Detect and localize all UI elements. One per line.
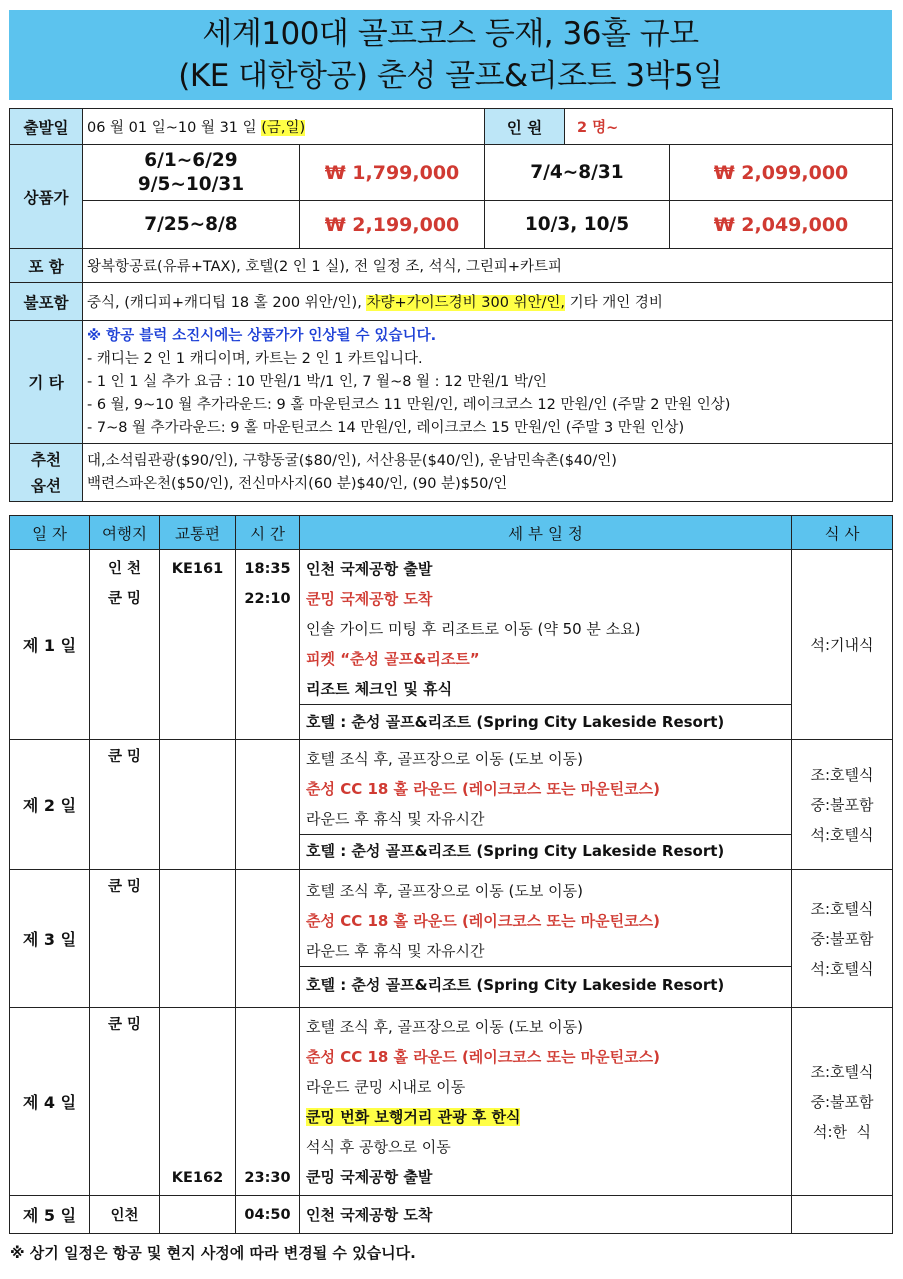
- schedule-item: 호텔 조식 후, 골프장으로 이동 (도보 이동): [306, 882, 583, 900]
- day-4-meal: 조:호텔식 중:불포함 석:한 식: [792, 1008, 893, 1196]
- schedule-item: 라운드 쿤밍 시내로 이동: [306, 1078, 466, 1096]
- option-list: [83, 444, 893, 502]
- header-transport: 교통편: [160, 516, 236, 550]
- day-3-detail: [300, 870, 792, 1008]
- schedule-item: 석식 후 공항으로 이동: [306, 1138, 451, 1156]
- price-label: 상품가: [10, 145, 83, 249]
- option-line: 대,소석림관광($90/인), 구향동굴($80/인), 서산용문($40/인), 운남민속촌($40/인): [87, 452, 617, 469]
- day-3-label: 제 3 일: [10, 870, 90, 1008]
- schedule-item: 피켓 “춘성 골프&리조트”: [306, 650, 480, 668]
- include-value: 왕복항공료(유류+TAX), 호텔(2 인 1 실), 전 일정 조, 석식, 그린피+카트피: [83, 249, 893, 283]
- header-meal: 식 사: [792, 516, 893, 550]
- day-1-detail: [300, 550, 792, 740]
- schedule-item: 춘성 CC 18 홀 라운드 (레이크코스 또는 마운틴코스): [306, 912, 660, 930]
- header-day: 일 자: [10, 516, 90, 550]
- price-value-3: ₩ 2,199,000: [300, 201, 485, 249]
- day-1-places: 인 천 쿤 밍: [90, 550, 160, 740]
- day-1-flight: KE161: [160, 550, 236, 740]
- header-time: 시 간: [236, 516, 300, 550]
- day-4-detail: [300, 1008, 792, 1196]
- day-3-row: [10, 870, 893, 1008]
- option-line: 백련스파온천($50/인), 전신마사지(60 분)$40/인, (90 분)$50/인: [87, 475, 508, 492]
- day-5-label: 제 5 일: [10, 1196, 90, 1234]
- hotel-line: 호텔 : 춘성 골프&리조트 (Spring City Lakeside Resort): [300, 966, 791, 1002]
- schedule-item: 호텔 조식 후, 골프장으로 이동 (도보 이동): [306, 1018, 583, 1036]
- day-2-detail: [300, 740, 792, 870]
- day-5-time: 04:50: [236, 1196, 300, 1234]
- day-2-row: [10, 740, 893, 870]
- etc-notes: [83, 321, 893, 444]
- exclude-highlight: 차량+가이드경비 300 위안/인,: [366, 295, 566, 311]
- day-4-place: 쿤 밍: [90, 1008, 160, 1196]
- day-5-place: 인천: [90, 1196, 160, 1234]
- day-5-flight: [160, 1196, 236, 1234]
- day-4-time: 23:30: [236, 1008, 300, 1196]
- day-1-times: 18:35 22:10: [236, 550, 300, 740]
- departure-days: (금,일): [261, 120, 306, 136]
- day-2-label: 제 2 일: [10, 740, 90, 870]
- day-1-row: [10, 550, 893, 740]
- departure-label: 출발일: [10, 109, 83, 145]
- include-label: 포 함: [10, 249, 83, 283]
- price-period-2: 7/4~8/31: [485, 145, 670, 201]
- hotel-line: 호텔 : 춘성 골프&리조트 (Spring City Lakeside Resort): [300, 704, 791, 738]
- footnote: ※ 상기 일정은 항공 및 현지 사정에 따라 변경될 수 있습니다.: [10, 1244, 416, 1262]
- header-place: 여행지: [90, 516, 160, 550]
- schedule-item: 쿤밍 국제공항 도착: [306, 590, 433, 608]
- etc-line: - 캐디는 2 인 1 캐디이며, 카트는 2 인 1 카트입니다.: [87, 350, 423, 367]
- day-2-place: 쿤 밍: [90, 740, 160, 870]
- price-period-4: 10/3, 10/5: [485, 201, 670, 249]
- day-5-meal: [792, 1196, 893, 1234]
- info-table: [9, 108, 893, 502]
- day-2-time: [236, 740, 300, 870]
- day-2-meal: 조:호텔식 중:불포함 석:호텔식: [792, 740, 893, 870]
- price-period-1: 6/1~6/29 9/5~10/31: [83, 145, 300, 201]
- day-2-flight: [160, 740, 236, 870]
- schedule-table: [9, 515, 893, 1234]
- hotel-line: 호텔 : 춘성 골프&리조트 (Spring City Lakeside Resort): [300, 834, 791, 866]
- exclude-label: 불포함: [10, 283, 83, 321]
- title-line-1: 세계100대 골프코스 등재, 36홀 규모: [202, 16, 699, 52]
- day-4-row: [10, 1008, 893, 1196]
- schedule-item: 춘성 CC 18 홀 라운드 (레이크코스 또는 마운틴코스): [306, 1048, 660, 1066]
- etc-line: - 6 월, 9~10 월 추가라운드: 9 홀 마운틴코스 11 만원/인, 레이크코스 12 만원/인 (주말 2 만원 인상): [87, 396, 731, 413]
- day-1-meal: 석:기내식: [792, 550, 893, 740]
- departure-value: 06 월 01 일~10 월 31 일 (금,일): [83, 109, 485, 145]
- day-3-flight: [160, 870, 236, 1008]
- title-banner: [9, 10, 892, 100]
- day-1-label: 제 1 일: [10, 550, 90, 740]
- schedule-item: 쿤밍 번화 보행거리 관광 후 한식: [306, 1108, 521, 1126]
- etc-line-warning: ※ 항공 블럭 소진시에는 상품가가 인상될 수 있습니다.: [87, 327, 437, 344]
- schedule-item: 라운드 후 휴식 및 자유시간: [306, 942, 485, 960]
- title-line-2: (KE 대한항공) 춘성 골프&리조트 3박5일: [178, 58, 723, 94]
- day-5-detail: 인천 국제공항 도착: [300, 1196, 792, 1234]
- etc-label: 기 타: [10, 321, 83, 444]
- schedule-item: 라운드 후 휴식 및 자유시간: [306, 810, 485, 828]
- schedule-item: 인솔 가이드 미팅 후 리조트로 이동 (약 50 분 소요): [306, 620, 641, 638]
- day-4-flight: KE162: [160, 1008, 236, 1196]
- people-label: 인 원: [485, 109, 565, 145]
- schedule-item: 리조트 체크인 및 휴식: [306, 680, 453, 698]
- price-value-2: ₩ 2,099,000: [670, 145, 893, 201]
- schedule-item: 인천 국제공항 출발: [306, 560, 433, 578]
- price-value-4: ₩ 2,049,000: [670, 201, 893, 249]
- schedule-item: 춘성 CC 18 홀 라운드 (레이크코스 또는 마운틴코스): [306, 780, 660, 798]
- option-label: 추천 옵션: [10, 444, 83, 502]
- price-value-1: ₩ 1,799,000: [300, 145, 485, 201]
- header-detail: 세 부 일 정: [300, 516, 792, 550]
- people-value: 2 명~: [565, 109, 893, 145]
- schedule-item: 쿤밍 국제공항 출발: [306, 1168, 433, 1186]
- etc-line: - 1 인 1 실 추가 요금 : 10 만원/1 박/1 인, 7 월~8 월 : 12 만원/1 박/인: [87, 373, 547, 390]
- etc-line: - 7~8 월 추가라운드: 9 홀 마운틴코스 14 만원/인, 레이크코스 15 만원/인 (주말 3 만원 인상): [87, 419, 685, 436]
- day-3-time: [236, 870, 300, 1008]
- schedule-item: 호텔 조식 후, 골프장으로 이동 (도보 이동): [306, 750, 583, 768]
- price-period-3: 7/25~8/8: [83, 201, 300, 249]
- day-3-place: 쿤 밍: [90, 870, 160, 1008]
- day-3-meal: 조:호텔식 중:불포함 석:호텔식: [792, 870, 893, 1008]
- day-5-row: [10, 1196, 893, 1234]
- day-4-label: 제 4 일: [10, 1008, 90, 1196]
- exclude-value: 중식, (캐디피+캐디팁 18 홀 200 위안/인), 차량+가이드경비 300 위안/인, 기타 개인 경비: [83, 283, 893, 321]
